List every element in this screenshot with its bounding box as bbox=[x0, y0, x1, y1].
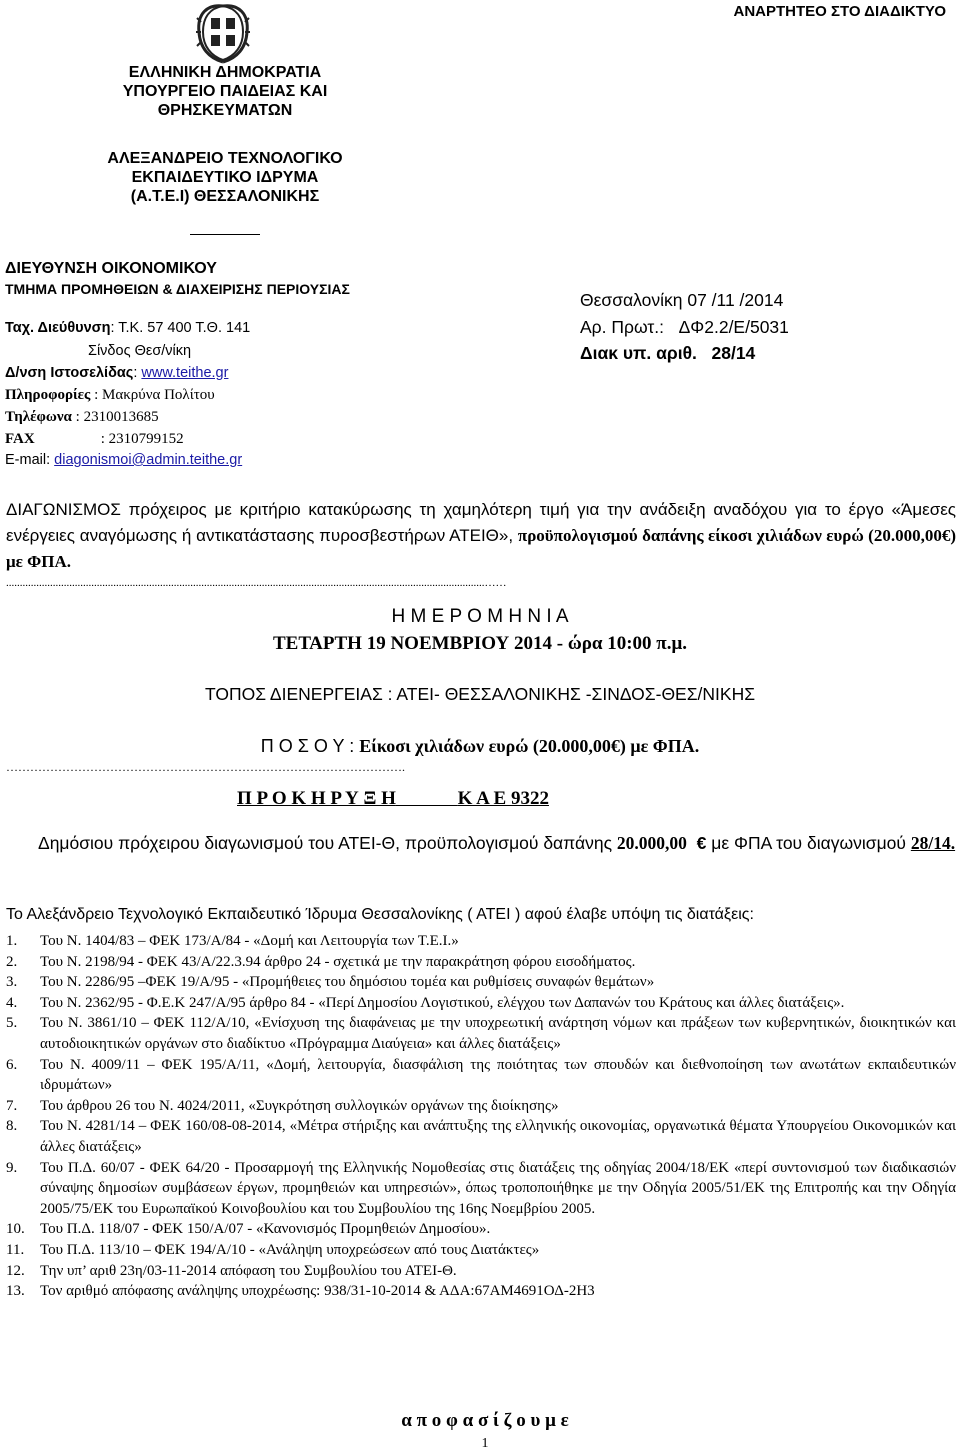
list-item bbox=[6, 931, 956, 952]
address-value: : Τ.Κ. 57 400 Τ.Θ. 141 bbox=[110, 320, 251, 336]
header-line: ΕΛΛΗΝΙΚΗ ΔΗΜΟΚΡΑΤΙΑ bbox=[128, 64, 322, 81]
item-text: Του Ν. 2362/95 - Φ.Ε.Κ 247/Α/95 άρθρο 84 - «Περί Δημοσίου Λογιστικού, ελέγχου των Δαπανών του Κράτους και άλλες διατάξεις». bbox=[40, 994, 845, 1011]
header-line: ΑΛΕΞΑΝΔΡΕΙΟ ΤΕΧΝΟΛΟΓΙΚΟ bbox=[107, 150, 343, 167]
diak-row bbox=[580, 343, 755, 364]
date-line: ΤΕΤΑΡΤΗ 19 ΝΟΕΜΒΡΙΟΥ 2014 - ώρα 10:00 π.μ. bbox=[273, 633, 687, 654]
intro-text: ΔΙΑΓΩΝΙΣΜΟΣ πρόχειρος με κριτήριο κατακύρωσης τη χαμηλότερη τιμή για την ανάδειξη αναδόχου για το έργο «Άμεσες ενέργειες αναγόμωσης ή αντικατάστασης πυροσβεστήρων ΑΤΕΙΘ», bbox=[6, 500, 956, 545]
list-item bbox=[6, 993, 956, 1014]
header-line: (Α.Τ.Ε.Ι) ΘΕΣΣΑΛΟΝΙΚΗΣ bbox=[130, 188, 320, 205]
info-row bbox=[5, 387, 215, 404]
diak-value: 28/14 bbox=[711, 343, 756, 363]
item-number: 3. bbox=[6, 974, 18, 991]
preamble: Το Αλεξάνδρειο Τεχνολογικό Εκπαιδευτικό Ίδρυμα Θεσσαλονίκης ( ΑΤΕΙ ) αφού έλαβε υπόψη τις διατάξεις: bbox=[6, 906, 754, 923]
info-label: Πληροφορίες bbox=[5, 387, 91, 403]
greek-emblem-icon bbox=[193, 2, 253, 64]
item-text: Του Ν. 3861/10 – ΦΕΚ 112/Α/10, «Ενίσχυση της διαφάνειας με την υποχρεωτική ανάρτηση νόμων και πράξεων των κυβερνητικών, διοικητικών και αυτοδιοικητικών οργάνων στο διαδίκτυο «Πρόγραμμα Διαύγεια» και άλλες διατάξεις» bbox=[40, 1015, 956, 1052]
item-number: 5. bbox=[6, 1015, 18, 1032]
provisions-list bbox=[6, 931, 956, 1302]
institute-header bbox=[60, 149, 390, 206]
list-item bbox=[6, 952, 956, 973]
public-tender-number: 28/14. bbox=[910, 833, 956, 853]
item-text: Του Π.Δ. 113/10 – ΦΕΚ 194/Α/10 - «Ανάληψη υποχρεώσεων από τους Διατάκτες» bbox=[40, 1241, 540, 1258]
item-text: Την υπ’ αριθ 23η/03-11-2014 απόφαση του Συμβουλίου του ΑΤΕΙ-Θ. bbox=[40, 1262, 457, 1279]
item-number: 1. bbox=[6, 933, 18, 949]
protocol-label: Αρ. Πρωτ.: bbox=[580, 317, 664, 337]
department: ΤΜΗΜΑ ΠΡΟΜΗΘΕΙΩΝ & ΔΙΑΧΕΙΡΙΣΗΣ ΠΕΡΙΟΥΣΙΑΣ bbox=[5, 281, 350, 297]
item-number: 9. bbox=[6, 1159, 18, 1176]
diak-label: Διακ υπ. αριθ. bbox=[580, 343, 697, 363]
intro-budget: προϋπολογισμού δαπάνης είκοσι χιλιάδων ευρώ (20.000,00€) με ΦΠΑ. bbox=[6, 526, 956, 571]
proclamation-left: Π Ρ Ο Κ Η Ρ Υ Ξ Η bbox=[237, 788, 396, 809]
info-value: : Μακρύνα Πολίτου bbox=[90, 387, 215, 403]
public-tender-suffix: με ΦΠΑ του διαγωνισμού bbox=[706, 833, 911, 853]
list-item bbox=[6, 1219, 956, 1240]
website-label: Δ/νση Ιστοσελίδας bbox=[5, 365, 134, 381]
divider bbox=[190, 234, 260, 235]
item-number: 6. bbox=[6, 1056, 18, 1073]
page-number: 1 bbox=[481, 1436, 489, 1451]
item-text: Του Ν. 2198/94 - ΦΕΚ 43/Α/22.3.94 άρθρο 24 - σχετικά με την παρακράτηση φόρου εισοδήματος. bbox=[40, 953, 636, 970]
item-text: Του Π.Δ. 118/07 - ΦΕΚ 150/Α/07 - «Κανονισμός Προμηθειών Δημοσίου». bbox=[40, 1221, 491, 1238]
phone-label: Τηλέφωνα bbox=[5, 409, 72, 425]
header-line: ΕΚΠΑΙΔΕΥΤΙΚΟ ΙΔΡΥΜΑ bbox=[131, 169, 319, 186]
item-number: 4. bbox=[6, 994, 18, 1011]
item-number: 7. bbox=[6, 1097, 18, 1114]
public-tender-amount: 20.000,00 bbox=[616, 833, 687, 853]
item-text: Του Ν. 1404/83 – ΦΕΚ 173/Α/84 - «Δομή και Λειτουργία των Τ.Ε.Ι.» bbox=[40, 933, 459, 949]
item-number: 13. bbox=[6, 1283, 25, 1300]
euro-symbol: € bbox=[696, 833, 707, 853]
fax-label: FAX bbox=[5, 431, 35, 447]
amount-value: Είκοσι χιλιάδων ευρώ (20.000,00€) με ΦΠΑ. bbox=[359, 736, 700, 756]
item-number: 10. bbox=[6, 1221, 25, 1238]
tender-description bbox=[6, 497, 956, 575]
list-item bbox=[6, 1116, 956, 1157]
public-tender-text: Δημόσιου πρόχειρου διαγωνισμού του ΑΤΕΙ-Θ, προϋπολογισμού δαπάνης bbox=[38, 833, 617, 853]
proclamation-title bbox=[237, 788, 549, 810]
website-sep: : bbox=[133, 365, 142, 381]
place-line: ΤΟΠΟΣ ΔΙΕΝΕΡΓΕΙΑΣ : ΑΤΕΙ- ΘΕΣΣΑΛΟΝΙΚΗΣ -ΣΙΝΔΟΣ-ΘΕΣ/ΝΙΚΗΣ bbox=[204, 684, 756, 704]
item-text: Του Ν. 4009/11 – ΦΕΚ 195/Α/11, «Δομή, λειτουργία, διασφάλιση της ποιότητας των σπουδών και διεθνοποίηση των ανωτάτων εκπαιδευτικών ιδρυμάτων» bbox=[40, 1056, 956, 1094]
place-date: Θεσσαλονίκη 07 /11 /2014 bbox=[580, 290, 784, 310]
proclamation-kae: Κ Α Ε 9322 bbox=[457, 788, 549, 809]
amount-line bbox=[0, 736, 960, 757]
header-line: ΥΠΟΥΡΓΕΙΟ ΠΑΙΔΕΙΑΣ ΚΑΙ bbox=[122, 83, 328, 100]
header-line: ΘΡΗΣΚΕΥΜΑΤΩΝ bbox=[157, 102, 293, 119]
date-heading: Η Μ Ε Ρ Ο Μ Η Ν Ι Α bbox=[391, 606, 569, 627]
dotted-separator: ..............................................................................................................................................................................…… bbox=[6, 577, 507, 589]
list-item bbox=[6, 1281, 956, 1302]
protocol-value: ΔΦ2.2/Ε/5031 bbox=[678, 317, 789, 337]
item-number: 2. bbox=[6, 953, 18, 970]
list-item bbox=[6, 1055, 956, 1096]
public-tender bbox=[6, 830, 956, 856]
ministry-header bbox=[60, 63, 390, 120]
email-link[interactable]: diagonismoi@admin.teithe.gr bbox=[54, 452, 243, 468]
item-text: Του άρθρου 26 του Ν. 4024/2011, «Συγκρότηση συλλογικών οργάνων της διοίκησης» bbox=[40, 1097, 559, 1114]
email-label: E-mail: bbox=[5, 452, 55, 468]
list-item bbox=[6, 1261, 956, 1282]
address-row bbox=[5, 320, 250, 336]
website-link[interactable]: www.teithe.gr bbox=[141, 365, 229, 381]
item-text: Του Π.Δ. 60/07 - ΦΕΚ 64/20 - Προσαρμογή της Ελληνικής Νομοθεσίας στις διατάξεις της οδηγίας 2004/18/ΕΚ «περί συντονισμού των διαδικασιών σύναψης δημοσίων συμβάσεων έργων, προμηθειών και υπηρεσιών», όπως τροποποιήθηκε με την Οδηγία 2005/51/ΕΚ της Επιτροπής και την Οδηγία 2005/75/ΕΚ του Ευρωπαϊκού Κοινοβουλίου και του Συμβουλίου της 16ης Νοεμβρίου 2005. bbox=[40, 1159, 956, 1217]
item-number: 12. bbox=[6, 1262, 25, 1279]
item-text: Του Ν. 4281/14 – ΦΕΚ 160/08-08-2014, «Μέτρα στήριξης και ανάπτυξης της ελληνικής οικονομίας, οργανωτικά θέματα Υπουργείου Οικονομικών και άλλες διατάξεις» bbox=[40, 1118, 956, 1155]
amount-label: Π Ο Σ Ο Υ : bbox=[260, 736, 360, 756]
dotted-separator: ………………………………………………………………………………………. bbox=[6, 760, 405, 774]
decides-heading: α π ο φ α σ ί ζ ο υ μ ε bbox=[401, 1410, 569, 1431]
directorate: ΔΙΕΥΘΥΝΣΗ ΟΙΚΟΝΟΜΙΚΟΥ bbox=[5, 260, 217, 277]
list-item bbox=[6, 1096, 956, 1117]
fax-row bbox=[5, 431, 184, 448]
list-item bbox=[6, 1013, 956, 1054]
phone-row bbox=[5, 409, 159, 426]
list-item bbox=[6, 972, 956, 993]
item-text: Του Ν. 2286/95 –ΦΕΚ 19/Α/95 - «Προμήθειες του δημόσιου τομέα και ρυθμίσεις συναφών θεμάτων» bbox=[40, 974, 655, 991]
address-line2: Σίνδος Θεσ/νίκη bbox=[88, 343, 192, 359]
item-number: 8. bbox=[6, 1118, 18, 1135]
item-text: Τον αριθμό απόφασης ανάληψης υποχρέωσης: 938/31-10-2014 & ΑΔΑ:67ΑΜ4691ΟΔ-2Η3 bbox=[40, 1283, 595, 1300]
item-number: 11. bbox=[6, 1241, 25, 1258]
address-label: Ταχ. Διεύθυνση bbox=[5, 320, 111, 336]
posting-note: ΑΝΑΡΤΗΤΕΟ ΣΤΟ ΔΙΑΔΙΚΤΥΟ bbox=[733, 3, 946, 20]
fax-value: : 2310799152 bbox=[100, 431, 184, 447]
website-row bbox=[5, 365, 228, 381]
list-item bbox=[6, 1158, 956, 1220]
list-item bbox=[6, 1240, 956, 1261]
protocol-row bbox=[580, 317, 789, 338]
phone-value: : 2310013685 bbox=[71, 409, 159, 425]
email-row bbox=[5, 452, 242, 468]
